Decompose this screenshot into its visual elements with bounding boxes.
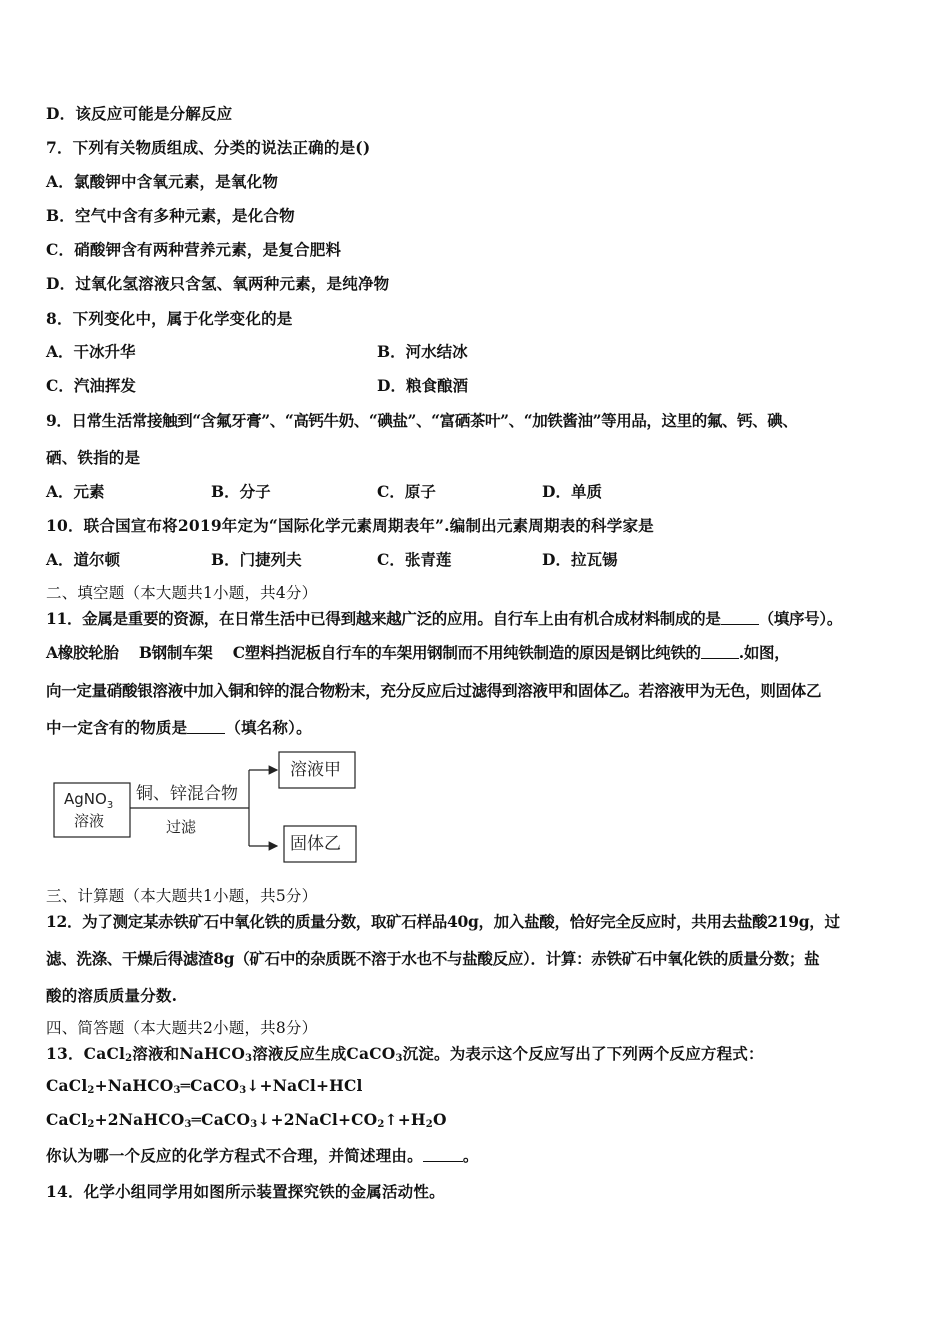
solution-label: 溶液 [74,812,105,830]
q10-stem: 10．联合国宣布将2019年定为“国际化学元素周期表年”.编制出元素周期表的科学家是 [46,516,654,535]
agno3-label: AgNO$_3$ [64,790,114,811]
q8-option-a: A．干冰升华 [46,342,136,361]
q10-option-b: B．门捷列夫 [211,550,302,569]
q12-line2: 滤、洗涤、干燥后得滤渣8g（矿石中的杂质既不溶于水也不与盐酸反应）．计算：赤铁矿石中氧化铁的质量分数；盐 [46,949,820,968]
q9-stem-line1: 9．日常生活常接触到“含氟牙膏”、“高钙牛奶、“碘盐”、“富硒茶叶”、“加铁酱油”等用品，这里的氟、钙、碘、 [46,411,798,430]
copper-zinc-mixture-label: 铜、锌混合物 [136,784,238,804]
q11-blank-2[interactable] [701,644,739,659]
q11-blank-1[interactable] [721,610,759,625]
q8-option-c: C．汽油挥发 [46,376,136,395]
q11-blank-3[interactable] [187,719,225,734]
q8-stem: 8．下列变化中，属于化学变化的是 [46,309,293,328]
filter-label: 过滤 [166,818,197,836]
q7-option-d: D．过氧化氢溶液只含氢、氧两种元素，是纯净物 [46,274,390,293]
q8-option-d: D．粮食酿酒 [377,376,468,395]
solution-a-label: 溶液甲 [290,760,341,780]
q10-option-a: A．道尔顿 [46,550,121,569]
q12-line1: 12．为了测定某赤铁矿石中氧化铁的质量分数，取矿石样品40g，加入盐酸，恰好完全反应时，共用去盐酸219g，过 [46,912,840,931]
q11-line3: 向一定量硝酸银溶液中加入铜和锌的混合物粉末，充分反应后过滤得到溶液甲和固体乙。若溶液甲为无色，则固体乙 [46,681,822,700]
q7-option-a: A．氯酸钾中含氧元素，是氧化物 [46,172,279,191]
section-4-heading: 四、简答题（本大题共2小题，共8分） [46,1019,318,1037]
section-2-heading: 二、填空题（本大题共1小题，共4分） [46,584,318,602]
section-3-heading: 三、计算题（本大题共1小题，共5分） [46,887,318,905]
solid-b-label: 固体乙 [290,834,341,854]
q13-stem: 13．CaCl$_2$溶液和NaHCO$_3$溶液反应生成CaCO$_3$沉淀。为表示这个反应写出了下列两个反应方程式： [46,1044,764,1064]
q11-line2: A橡胶轮胎 B钢制车架 C塑料挡泥板自行车的车架用钢制而不用纯铁制造的原因是钢比纯铁的 .如图， [46,643,790,662]
q7-option-c: C．硝酸钾含有两种营养元素，是复合肥料 [46,240,342,259]
q9-option-a: A．元素 [46,482,105,501]
q11-line1: 11．金属是重要的资源，在日常生活中已得到越来越广泛的应用。自行车上由有机合成材料制成的是 （填序号）。 [46,609,843,628]
reaction-flow-diagram [44,748,374,868]
q13-equation-1: CaCl$_2$+NaHCO$_3$═CaCO$_3$↓+NaCl+HCl [46,1076,363,1096]
q10-option-d: D．拉瓦锡 [542,550,618,569]
q9-option-c: C．原子 [377,482,436,501]
q9-stem-line2: 硒、铁指的是 [46,448,141,467]
q9-option-d: D．单质 [542,482,602,501]
q9-option-b: B．分子 [211,482,271,501]
q10-option-c: C．张青莲 [377,550,452,569]
q13-question: 你认为哪一个反应的化学方程式不合理，并简述理由。 。 [46,1146,479,1165]
q12-line3: 酸的溶质质量分数. [46,986,178,1005]
q11-line4: 中一定含有的物质是 （填名称）。 [46,718,312,737]
q8-option-b: B．河水结冰 [377,342,468,361]
q7-stem: 7．下列有关物质组成、分类的说法正确的是() [46,138,371,157]
q6-option-d: D．该反应可能是分解反应 [46,104,233,123]
q14-stem: 14．化学小组同学用如图所示装置探究铁的金属活动性。 [46,1182,445,1201]
q7-option-b: B．空气中含有多种元素，是化合物 [46,206,295,225]
q13-equation-2: $CaCl_2+2NaHCO_3═CaCO_3↓+2NaCl+CO_2↑+H_2O$ [46,1110,447,1130]
q13-blank[interactable] [423,1147,463,1162]
